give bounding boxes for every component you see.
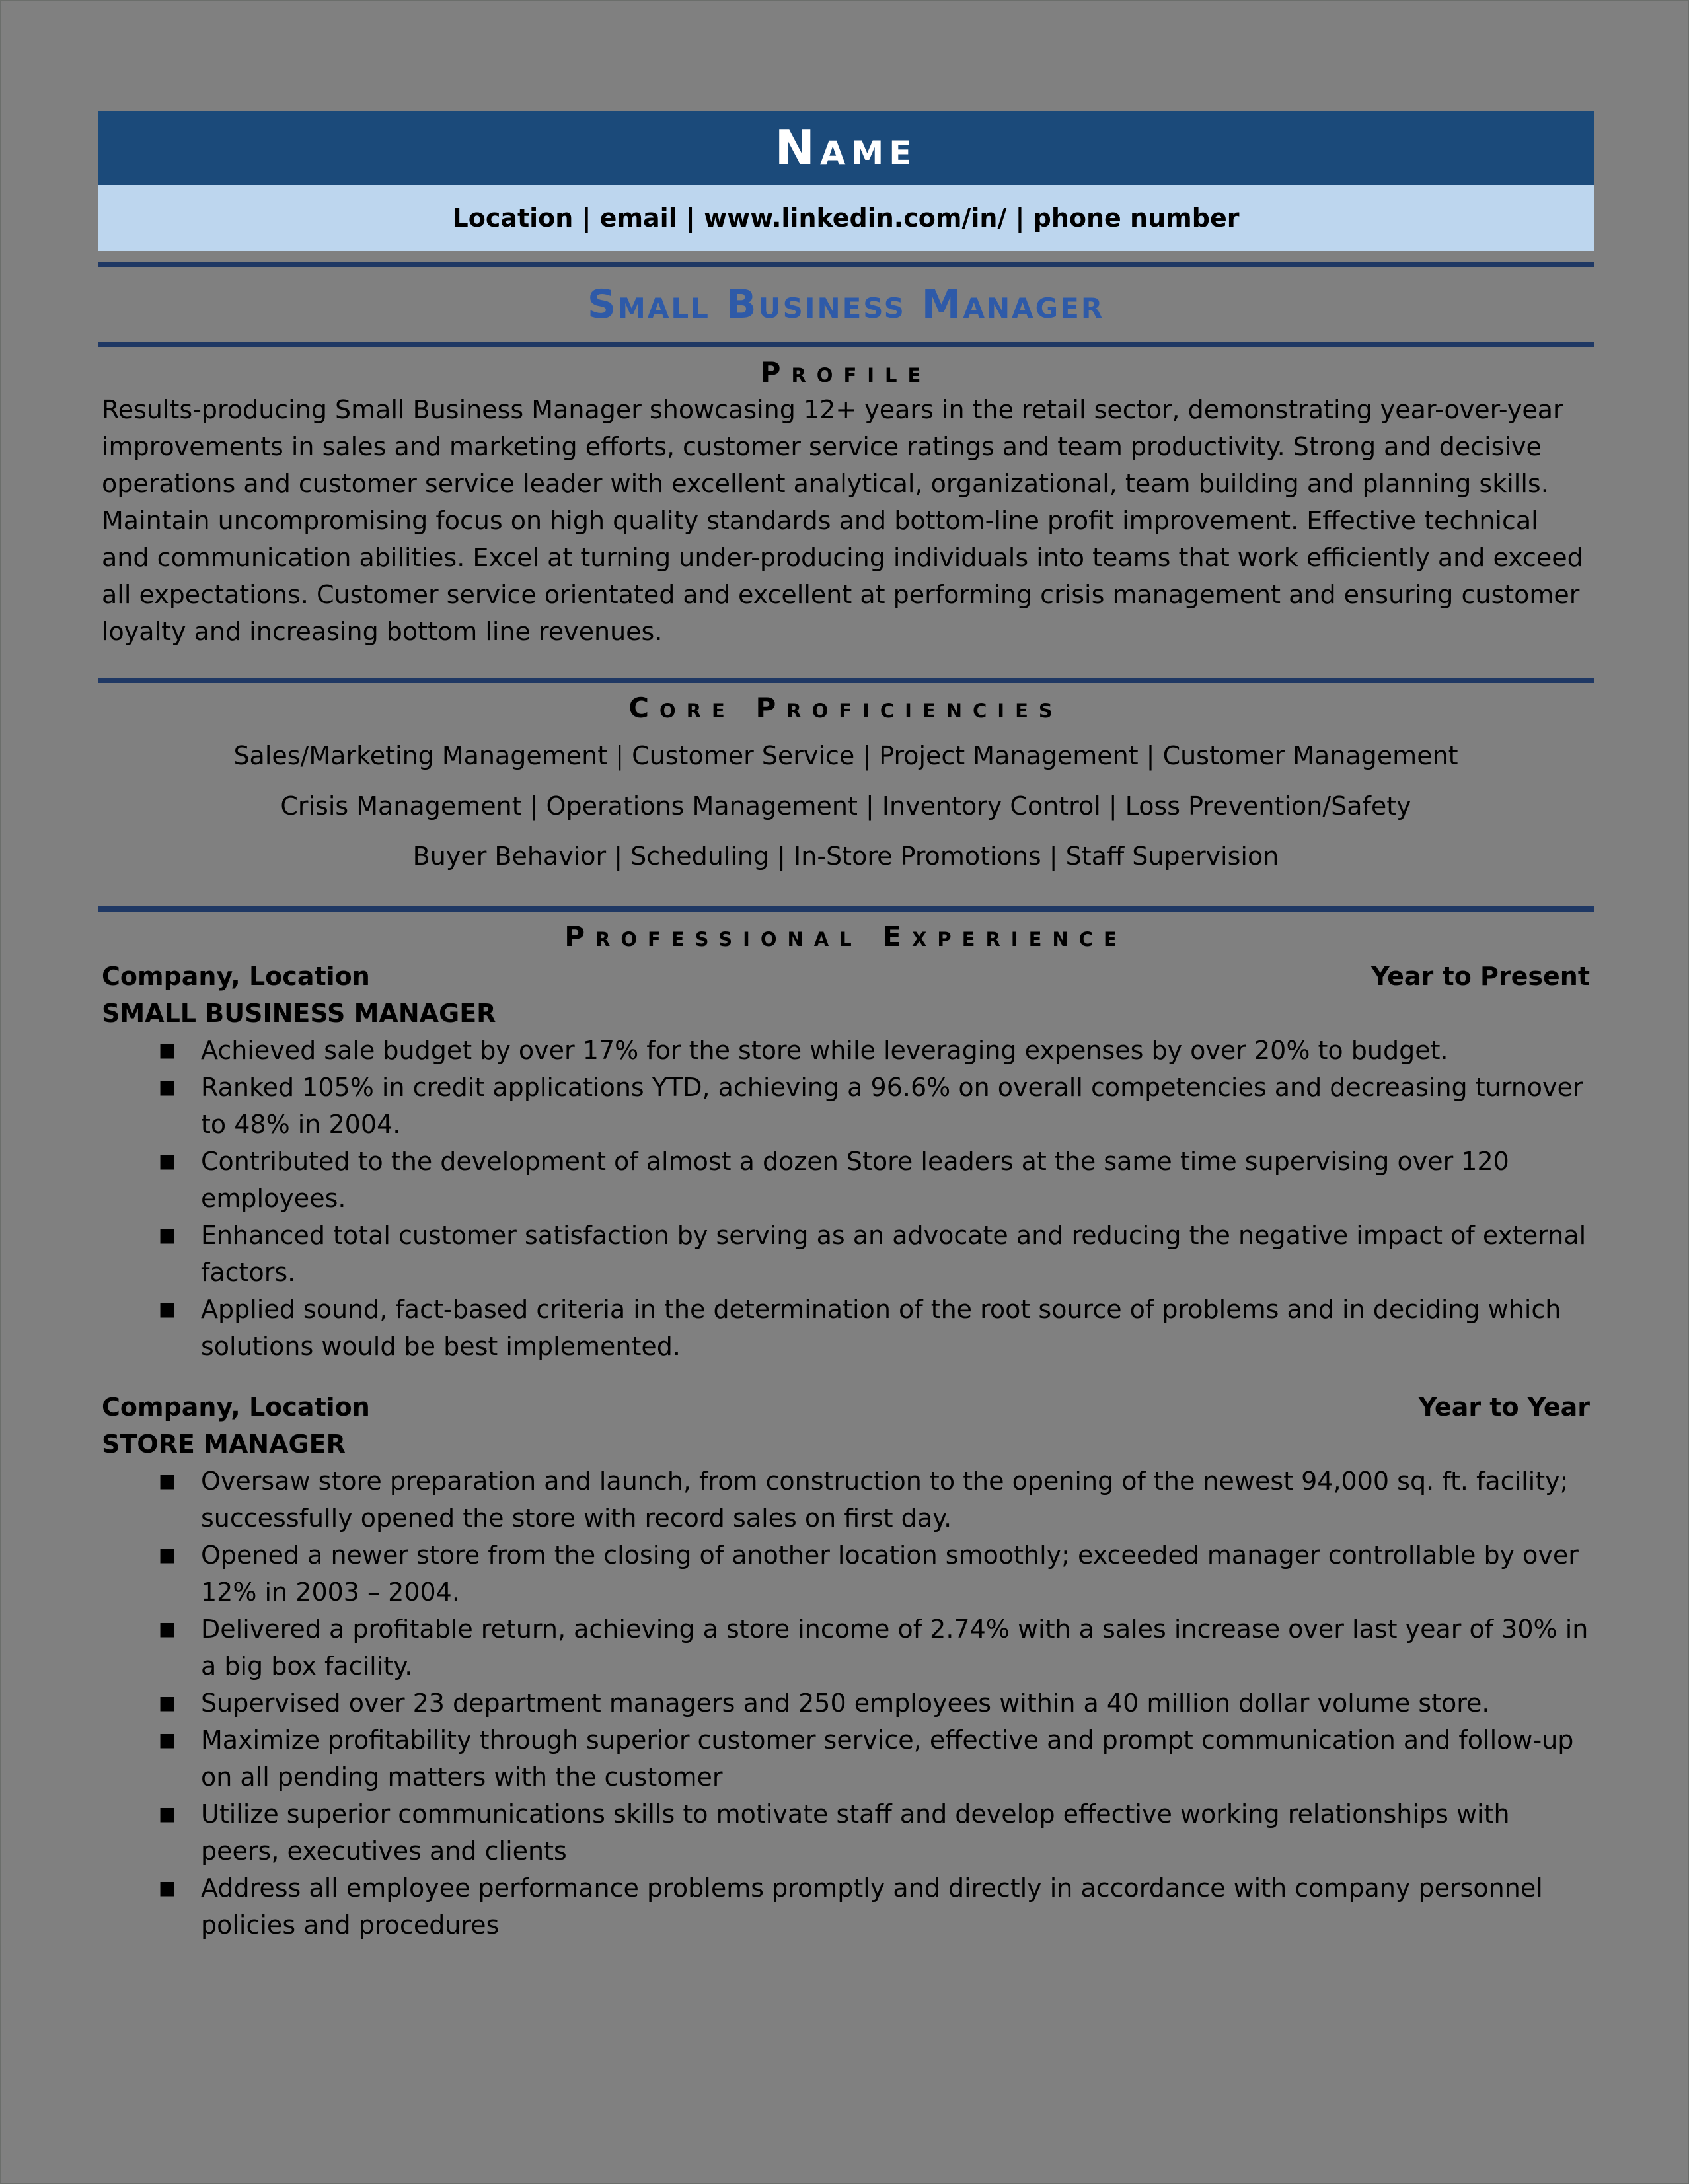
square-bullet-icon: ■ [159,1298,176,1320]
square-bullet-icon: ■ [159,1877,176,1899]
job-company: Company, Location [102,1393,370,1422]
bullet-item [102,1463,1590,1537]
bullet-item [102,1032,1590,1069]
bullet-item [102,1722,1590,1796]
bullet-text: Maximize profitability through superior customer service, effective and prompt communication and follow-up on all pending matters with the customer [201,1726,1574,1792]
candidate-name: Name [774,120,917,176]
experience-heading: Professional Experience [564,920,1127,953]
bullet-item [102,1291,1590,1365]
job-header [102,1389,1590,1426]
profile-summary: Results-producing Small Business Manager showcasing 12+ years in the retail sector, demonstrating year-over-year improvements in sales and marketing efforts, customer service ratings and team productivity. Strong and decisive operations and customer service leader with excellent analytical, organizational, team building and planning skills. Maintain uncompromising focus on high quality standards and bottom-line profit improvement. Effective technical and communication abilities. Excel at turning under-producing individuals into teams that work efficiently and exceed all expectations. Customer service orientated and excellent at performing crisis management and ensuring customer loyalty and increasing bottom line revenues. [102,395,1583,646]
bullet-item [102,1217,1590,1291]
divider [98,262,1594,267]
job-header [102,958,1590,995]
proficiencies-heading: Core Proficiencies [628,692,1063,724]
name-banner [98,111,1594,185]
square-bullet-icon: ■ [159,1470,176,1492]
contact-banner [98,185,1594,251]
bullet-item [102,1611,1590,1685]
job-role: SMALL BUSINESS MANAGER [102,999,496,1028]
job-entry [98,958,1594,1365]
proficiency-line: Buyer Behavior | Scheduling | In-Store Promotions | Staff Supervision [412,842,1279,871]
square-bullet-icon: ■ [159,1224,176,1246]
bullet-text: Utilize superior communications skills to motivate staff and develop effective working relationships with peers, executives and clients [201,1800,1510,1866]
square-bullet-icon: ■ [159,1076,176,1098]
bullet-text: Oversaw store preparation and launch, from construction to the opening of the newest 94,000 sq. ft. facility; successfully opened the store with record sales on first day. [201,1467,1569,1533]
divider [98,906,1594,912]
bullet-item [102,1685,1590,1722]
resume-page [98,111,1594,1944]
divider [98,342,1594,347]
bullet-item [102,1143,1590,1217]
divider [98,678,1594,683]
square-bullet-icon: ■ [159,1729,176,1751]
job-bullets [102,1032,1590,1365]
job-role: STORE MANAGER [102,1430,346,1459]
square-bullet-icon: ■ [159,1544,176,1566]
bullet-text: Ranked 105% in credit applications YTD, achieving a 96.6% on overall competencies and decreasing turnover to 48% in 2004. [201,1073,1583,1139]
square-bullet-icon: ■ [159,1039,176,1061]
proficiency-line: Crisis Management | Operations Management | Inventory Control | Loss Prevention/Safety [280,791,1411,820]
experience-list [98,958,1594,1944]
bullet-text: Enhanced total customer satisfaction by serving as an advocate and reducing the negative impact of external factors. [201,1221,1587,1287]
contact-info: Location | email | www.linkedin.com/in/ | phone number [452,203,1240,233]
job-company: Company, Location [102,962,370,991]
square-bullet-icon: ■ [159,1803,176,1825]
bullet-text: Opened a newer store from the closing of another location smoothly; exceeded manager controllable by over 12% in 2003 – 2004. [201,1541,1579,1607]
resume-title: Small Business Manager [587,281,1105,328]
square-bullet-icon: ■ [159,1150,176,1172]
bullet-item [102,1870,1590,1944]
job-bullets [102,1463,1590,1944]
proficiency-line: Sales/Marketing Management | Customer Service | Project Management | Customer Management [233,741,1458,770]
job-dates: Year to Year [1418,1393,1590,1422]
proficiencies-list [98,731,1594,881]
job-dates: Year to Present [1371,962,1590,991]
bullet-text: Contributed to the development of almost a dozen Store leaders at the same time supervising over 120 employees. [201,1147,1509,1213]
bullet-text: Delivered a profitable return, achieving a store income of 2.74% with a sales increase over last year of 30% in a big box facility. [201,1615,1589,1681]
profile-heading: Profile [760,356,932,388]
bullet-text: Address all employee performance problems promptly and directly in accordance with company personnel policies and procedures [201,1874,1543,1940]
bullet-item [102,1069,1590,1143]
bullet-text: Applied sound, fact-based criteria in the determination of the root source of problems and in deciding which solutions would be best implemented. [201,1295,1561,1361]
square-bullet-icon: ■ [159,1692,176,1714]
bullet-item [102,1537,1590,1611]
bullet-text: Supervised over 23 department managers and 250 employees within a 40 million dollar volume store. [201,1689,1490,1718]
bullet-text: Achieved sale budget by over 17% for the store while leveraging expenses by over 20% to budget. [201,1036,1448,1065]
square-bullet-icon: ■ [159,1618,176,1640]
bullet-item [102,1796,1590,1870]
job-entry [98,1389,1594,1944]
